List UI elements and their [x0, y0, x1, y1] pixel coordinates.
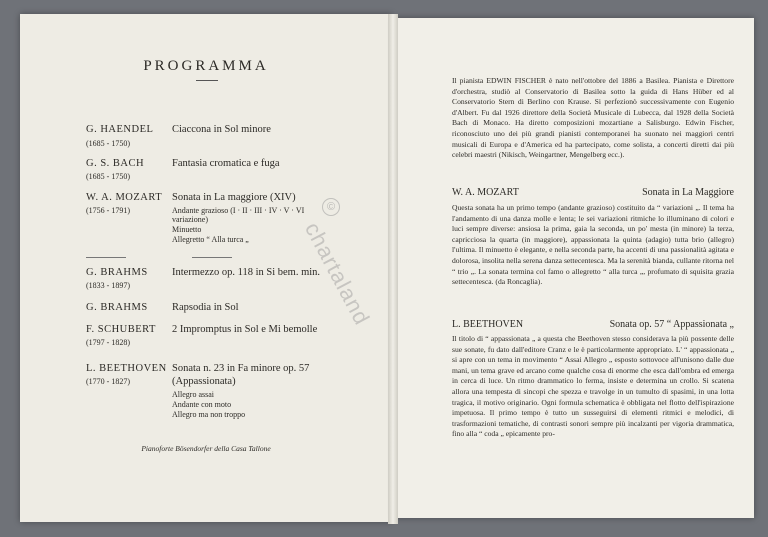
composer-name: G. BRAHMS [86, 267, 148, 278]
work-title: Sonata n. 23 in Fa minore op. 57 [172, 363, 310, 374]
composer-heading: W. A. MOZART [452, 187, 519, 198]
work-heading: Sonata in La Maggiore [642, 187, 734, 198]
beethoven-notes: Il titolo di “ appassionata „ a questa che Beethoven stesso considerava la più possente delle sue sonate, fu dato dall'editore Cranz e le è particolarmente appropriato. L' “ appassionata „ si apre con un tema in movimento “ Assai Allegro „ esposto sottovoce all'unisono dalle due mani, un tema grave ed arcano come qualche cosa di enorme che esca dall'ombra ed emerga in cerca di luce. Un ritmo drammatico lo ferma, insiste e determina un crollo. Si scatena allora una tempesta di sincopi che spezza e travolge in un tumulto di spasimi, in una lotta tragica, il motivo originario. Ogni formula schematica è obbligata nel flotto dell'ispirazione impetuosa. Il primo tempo è tutto un susseguirsi di elementi ritmici e melodici, di trasformazioni tematiche, di contrasti sonori sempre più incalzanti per vigoria drammatica, fino alla “ coda „ epicamente pro- [452, 334, 734, 439]
composer-years: (1797 - 1828) [86, 338, 130, 347]
movement: Allegro assai [172, 390, 214, 399]
composer-name: G. S. BACH [86, 158, 145, 169]
work-title: Ciaccona in Sol minore [172, 124, 271, 135]
work-title: Fantasia cromatica e fuga [172, 158, 280, 169]
composer-years: (1685 - 1750) [86, 139, 130, 148]
movement: variazione) [172, 215, 208, 224]
composer-name: G. HAENDEL [86, 124, 154, 135]
fischer-bio: Il pianista EDWIN FISCHER è nato nell'ottobre del 1886 a Basilea. Pianista e Direttore d'orchestra, studiò al Conservatorio di Basilea sotto la guida di Hans Hüber ed al Conservatorio Stern di Berlino con Krause. Si perfezionò successivamente con Eugenio d'Albert. Fu dal 1926 direttore della Società Musicale di Lubecca, dal 1928 della Società Bach di Monaco. Ha diretto composizioni mozartiane a Salisburgo. Edwin Fischer, riconosciuto uno dei più grandi pianisti contemporanei ha suonato nei maggiori centri musicali di Europa e d'America ed ha partecipato, come solista, a concerti diretti dai più celebri maestri (Nikisch, Weingartner, Mengelberg ecc.). [452, 76, 734, 160]
mozart-notes: Questa sonata ha un primo tempo (andante grazioso) costituito da “ variazioni „. Il tema ha l'andamento di una danza molle e lenta; le sei variazioni ritmiche lo illuminano di colori e luci sempre diverse: ansiosa la prima, gaia la seconda, un po' mesta (in minore) la terza, capricciosa la quarta (in maggiore), appassionata la quinta (adagio) tutta brio (allegro) l'ultima. Il minuetto è elegante, e nella seconda parte, ha accenti di una passionalità agitata e dolorosa, insolita nella serena danza settecentesca. Ma la serenità bianda, cullante ritorna nel “ trio „. La sonata termina col famo o allegretto “ alla turca „, profumato di squisita grazia settecentesca. (da Roncaglia). [452, 203, 734, 287]
composer-name: W. A. MOZART [86, 192, 163, 203]
mozart-heading [452, 187, 734, 198]
work-heading: Sonata op. 57 “ Appassionata „ [609, 319, 734, 330]
beethoven-heading [452, 319, 734, 330]
composer-years: (1770 - 1827) [86, 377, 130, 386]
work-title: Rapsodia in Sol [172, 302, 239, 313]
section-divider [192, 257, 232, 258]
work-title: Intermezzo op. 118 in Si bem. min. [172, 267, 321, 278]
composer-years: (1756 - 1791) [86, 206, 130, 215]
work-title: 2 Impromptus in Sol e Mi bemolle [172, 324, 318, 335]
composer-name: G. BRAHMS [86, 302, 148, 313]
movement: Minuetto [172, 225, 202, 234]
programma-title: PROGRAMMA [143, 58, 269, 74]
movement: Allegro ma non troppo [172, 410, 246, 419]
title-rule [196, 80, 218, 81]
composer-years: (1685 - 1750) [86, 172, 130, 181]
work-subtitle: (Appassionata) [172, 376, 236, 387]
movement: Allegretto “ Alla turca „ [172, 235, 249, 244]
composer-heading: L. BEETHOVEN [452, 319, 524, 330]
section-divider [86, 257, 126, 258]
work-title: Sonata in La maggiore (XIV) [172, 192, 296, 203]
movement: Andante grazioso (I · II · III · IV · V · VI [172, 206, 305, 215]
movement: Andante con moto [172, 400, 232, 409]
composer-name: F. SCHUBERT [86, 324, 156, 335]
composer-name: L. BEETHOVEN [86, 363, 167, 374]
watermark: chartaland [299, 218, 375, 330]
composer-years: (1833 - 1897) [86, 281, 130, 290]
copyright-icon: © [322, 198, 340, 216]
piano-credit: Pianoforte Bösendorfer della Casa Tallone [141, 444, 271, 453]
